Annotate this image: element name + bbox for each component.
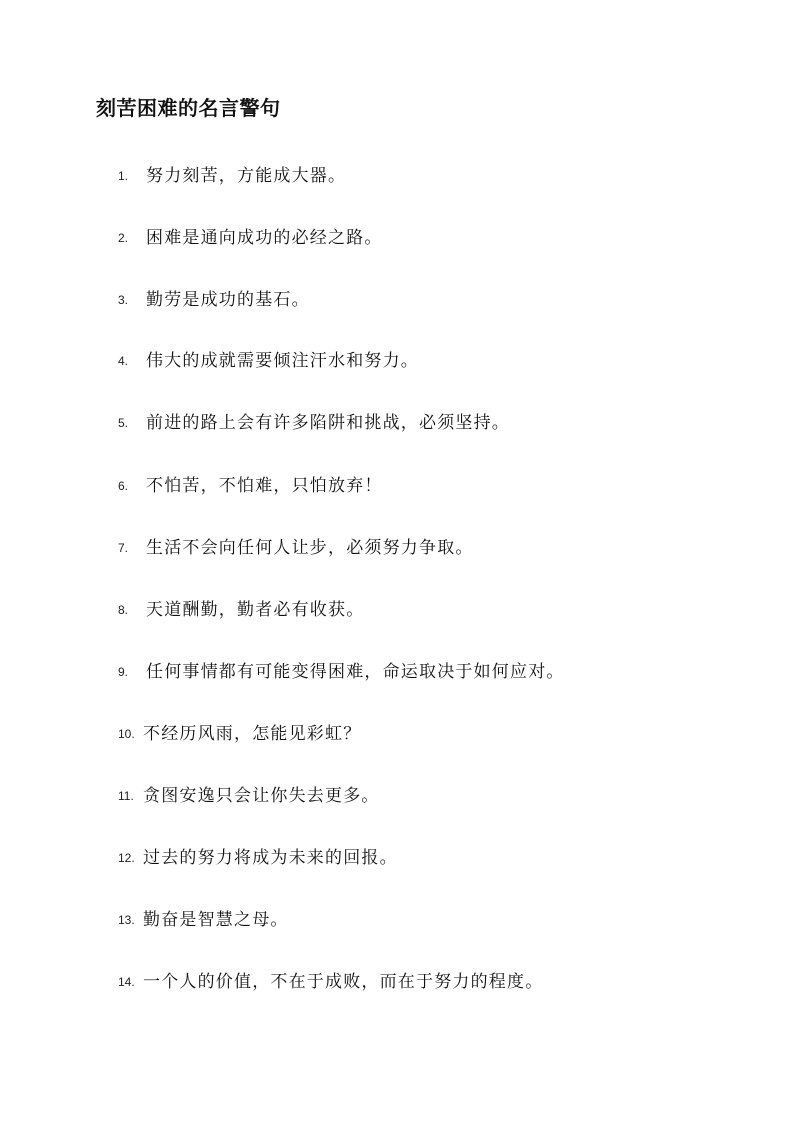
quote-number: 14.: [118, 975, 135, 989]
quote-text: 困难是通向成功的必经之路。: [146, 228, 383, 248]
quote-text: 不怕苦，不怕难，只怕放弃！: [146, 476, 383, 496]
quote-item: [118, 346, 419, 376]
quote-text: 勤奋是智慧之母。: [143, 910, 289, 930]
quote-item: [118, 905, 289, 935]
document-title: 刻苦困难的名言警句: [96, 96, 281, 120]
quote-number: 7.: [118, 541, 129, 555]
quote-text: 勤劳是成功的基石。: [146, 290, 310, 310]
quote-text: 贪图安逸只会让你失去更多。: [143, 786, 380, 806]
quote-item: [118, 657, 565, 687]
quote-number: 13.: [118, 913, 135, 927]
quote-item: [118, 285, 310, 315]
quote-text: 前进的路上会有许多陷阱和挑战，必须坚持。: [146, 413, 510, 433]
quote-item: [118, 471, 383, 501]
quote-number: 3.: [118, 293, 129, 307]
quote-item: [118, 967, 543, 997]
quote-item: [118, 533, 474, 563]
quote-item: [118, 719, 361, 749]
quote-item: [118, 161, 346, 191]
quote-number: 12.: [118, 851, 135, 865]
quote-number: 2.: [118, 231, 129, 245]
quote-text: 任何事情都有可能变得困难，命运取决于如何应对。: [146, 662, 565, 682]
quote-number: 4.: [118, 354, 129, 368]
quote-text: 一个人的价值，不在于成败，而在于努力的程度。: [143, 972, 544, 992]
quote-number: 5.: [118, 416, 129, 430]
quote-number: 8.: [118, 603, 129, 617]
quote-item: [118, 595, 364, 625]
quote-item: [118, 781, 380, 811]
quote-number: 6.: [118, 479, 129, 493]
quote-text: 努力刻苦，方能成大器。: [146, 166, 347, 186]
quote-text: 不经历风雨，怎能见彩虹？: [143, 724, 362, 744]
quote-text: 过去的努力将成为未来的回报。: [143, 848, 398, 868]
quote-text: 生活不会向任何人让步，必须努力争取。: [146, 538, 474, 558]
quote-text: 天道酬勤，勤者必有收获。: [146, 600, 365, 620]
quote-text: 伟大的成就需要倾注汗水和努力。: [146, 351, 419, 371]
quote-number: 9.: [118, 665, 129, 679]
quote-item: [118, 843, 398, 873]
quote-number: 1.: [118, 169, 129, 183]
quote-item: [118, 408, 510, 438]
quote-item: [118, 223, 383, 253]
quote-number: 11.: [118, 789, 134, 803]
quote-number: 10.: [118, 727, 135, 741]
